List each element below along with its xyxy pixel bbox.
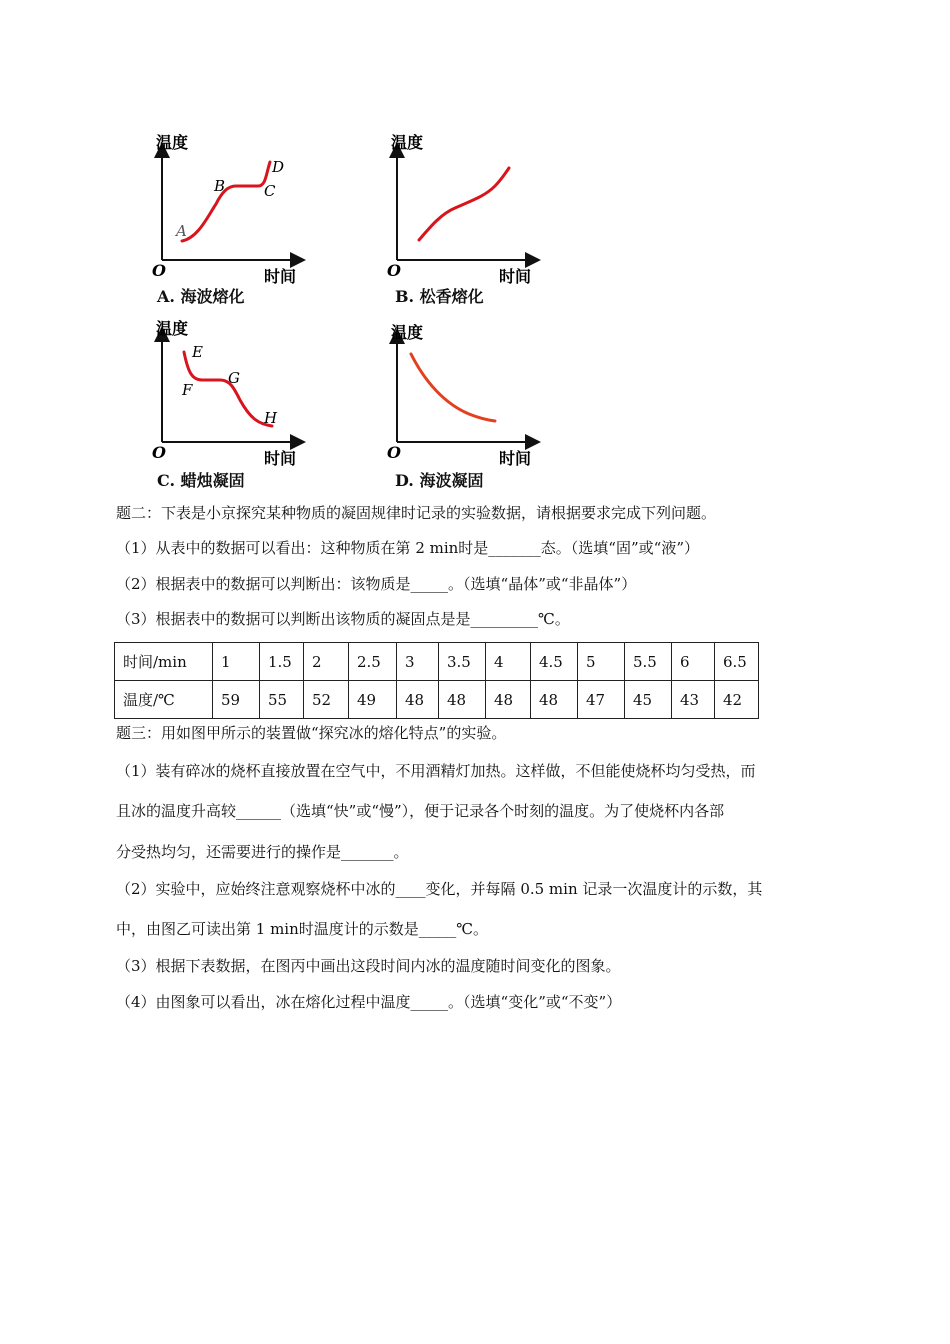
time-cell: 3.5: [439, 643, 486, 681]
temperature-cell: 47: [578, 681, 625, 719]
time-cell: 1.5: [260, 643, 304, 681]
temperature-header: 温度/℃: [115, 681, 213, 719]
origin-label: O: [152, 261, 166, 280]
graph-b: [385, 128, 545, 288]
point-g-label: G: [228, 369, 240, 387]
graph-c: [150, 314, 310, 474]
point-a-label: A: [176, 222, 187, 240]
point-h-label: H: [264, 409, 278, 427]
melting-curve: [182, 162, 270, 241]
caption-d: D. 海波凝固: [395, 471, 484, 490]
point-c-label: C: [264, 182, 276, 200]
temperature-cell: 48: [531, 681, 578, 719]
time-cell: 5: [578, 643, 625, 681]
temperature-cell: 48: [397, 681, 439, 719]
time-cell: 2: [304, 643, 349, 681]
origin-label: O: [387, 261, 401, 280]
temperature-cell: 48: [486, 681, 531, 719]
time-cell: 6: [672, 643, 715, 681]
q2-intro: 题二：下表是小京探究某种物质的凝固规律时记录的实验数据，请根据要求完成下列问题。: [116, 504, 717, 522]
x-axis-label: 时间: [264, 267, 297, 286]
temperature-cell: 45: [625, 681, 672, 719]
point-f-label: F: [182, 381, 193, 399]
q3-item-2-line-2: 中，由图乙可读出第 1 min时温度计的示数是_____℃。: [116, 920, 489, 938]
temperature-cell: 52: [304, 681, 349, 719]
caption-b: B. 松香熔化: [395, 287, 484, 306]
time-header: 时间/min: [115, 643, 213, 681]
q3-item-1-line-1: （1）装有碎冰的烧杯直接放置在空气中，不用酒精灯加热。这样做，不但能使烧杯均匀受热，而: [116, 762, 756, 780]
caption-c: C. 蜡烛凝固: [157, 471, 245, 490]
temperature-cell: 59: [213, 681, 260, 719]
time-row: [115, 643, 759, 681]
time-cell: 4.5: [531, 643, 578, 681]
graph-a: [150, 128, 310, 288]
temperature-cell: 55: [260, 681, 304, 719]
point-d-label: D: [272, 158, 285, 176]
y-axis-label: 温度: [156, 319, 189, 338]
hypo-solidifying-curve: [411, 354, 495, 421]
candle-solidifying-curve: [184, 352, 272, 426]
temperature-cell: 42: [715, 681, 759, 719]
temperature-cell: 43: [672, 681, 715, 719]
q3-item-1-line-3: 分受热均匀，还需要进行的操作是_______。: [116, 843, 409, 861]
y-axis-label: 温度: [156, 133, 189, 152]
time-cell: 2.5: [349, 643, 397, 681]
q2-item-3: （3）根据表中的数据可以判断出该物质的凝固点是是_________℃。: [116, 610, 570, 628]
temperature-row: [115, 681, 759, 719]
time-cell: 1: [213, 643, 260, 681]
y-axis-label: 温度: [391, 323, 424, 342]
x-axis-label: 时间: [499, 449, 532, 468]
graph-d: [385, 318, 545, 478]
origin-label: O: [152, 443, 166, 462]
origin-label: O: [387, 443, 401, 462]
q3-item-4: （4）由图象可以看出，冰在熔化过程中温度_____。（选填“变化”或“不变”）: [116, 993, 622, 1011]
y-axis-label: 温度: [391, 133, 424, 152]
q3-intro: 题三：用如图甲所示的装置做“探究冰的熔化特点”的实验。: [116, 724, 507, 742]
q3-item-2-line-1: （2）实验中，应始终注意观察烧杯中冰的____变化，并每隔 0.5 min 记录一次温度计的示数，其: [116, 880, 763, 898]
q3-item-1-line-2: 且冰的温度升高较______（选填“快”或“慢”），便于记录各个时刻的温度。为了使烧杯内各部: [116, 802, 725, 820]
time-cell: 3: [397, 643, 439, 681]
time-cell: 4: [486, 643, 531, 681]
caption-a: A. 海波熔化: [157, 287, 245, 306]
point-e-label: E: [192, 343, 203, 361]
time-cell: 5.5: [625, 643, 672, 681]
q2-item-1: （1）从表中的数据可以看出：这种物质在第 2 min时是_______态。（选填“固”或“液”）: [116, 539, 699, 557]
rosin-melting-curve: [419, 168, 509, 240]
temperature-cell: 48: [439, 681, 486, 719]
q2-item-2: （2）根据表中的数据可以判断出：该物质是_____。（选填“晶体”或“非晶体”）: [116, 575, 637, 593]
temperature-cell: 49: [349, 681, 397, 719]
q3-item-3: （3）根据下表数据，在图丙中画出这段时间内冰的温度随时间变化的图象。: [116, 957, 621, 975]
x-axis-label: 时间: [499, 267, 532, 286]
x-axis-label: 时间: [264, 449, 297, 468]
data-table: [114, 642, 759, 719]
time-cell: 6.5: [715, 643, 759, 681]
point-b-label: B: [214, 177, 226, 195]
